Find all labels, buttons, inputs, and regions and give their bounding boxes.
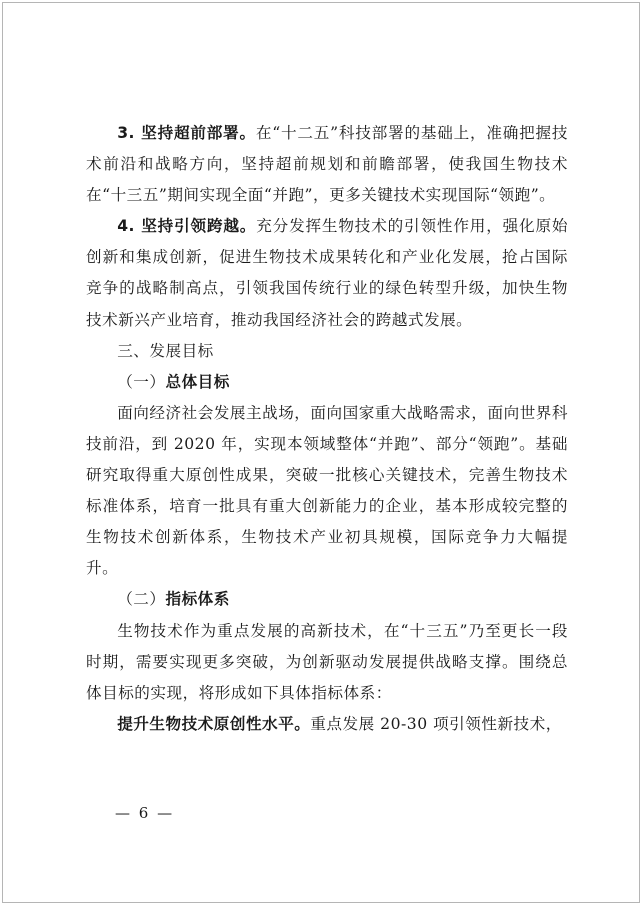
subsection-number: （一） xyxy=(117,372,166,391)
subsection-number: （二） xyxy=(117,590,166,609)
page-number: — 6 — xyxy=(115,804,175,822)
paragraph-lead: 4. 坚持引领跨越。 xyxy=(117,217,257,236)
section-heading-development-goals: 三、发展目标 xyxy=(117,341,214,360)
paragraph-indicator-system: 生物技术作为重点发展的高新技术，在“十三五”乃至更长一段时期，需要实现更多突破，为创新驱动发展提供战略支撑。围绕总体目标的实现，将形成如下具体指标体系： xyxy=(86,621,568,702)
subsection-heading-indicator-system xyxy=(86,584,568,615)
paragraph-lead: 3. 坚持超前部署。 xyxy=(117,124,256,142)
paragraph-advance-deployment xyxy=(86,118,568,211)
paragraph-lead: 提升生物技术原创性水平。 xyxy=(117,714,311,733)
paragraph-originality xyxy=(86,709,568,740)
paragraph-text: 重点发展 20-30 项引领性新技术， xyxy=(310,714,562,733)
subsection-heading-overall-goal xyxy=(86,367,568,398)
page-body xyxy=(86,118,568,740)
paragraph-overall-goal: 面向经济社会发展主战场，面向国家重大战略需求，面向世界科技前沿，到 2020 年，实现本领域整体“并跑”、部分“领跑”。基础研究取得重大原创性成果，突破一批核心关键技术，完善生物技术标准体系，培育一批具有重大创新能力的企业，基本形成较完整的生物技术创新体系，生物技术产业初具规模，国际竞争力大幅提升。 xyxy=(86,403,568,578)
subsection-title: 指标体系 xyxy=(165,590,230,609)
document-page xyxy=(2,2,640,903)
paragraph-text: 充分发挥生物技术的引领性作用，强化原始创新和集成创新，促进生物技术成果转化和产业化发展，抢占国际竞争的战略制高点，引领我国传统行业的绿色转型升级，加快生物技术新兴产业培育，推动我国经济社会的跨越式发展。 xyxy=(86,217,568,329)
subsection-title: 总体目标 xyxy=(165,372,230,391)
paragraph-text: 在“十二五”科技部署的基础上，准确把握技术前沿和战略方向，坚持超前规划和前瞻部署，使我国生物技术在“十三五”期间实现全面“并跑”，更多关键技术实现国际“领跑”。 xyxy=(86,124,569,205)
paragraph-leading-leap xyxy=(86,211,568,335)
